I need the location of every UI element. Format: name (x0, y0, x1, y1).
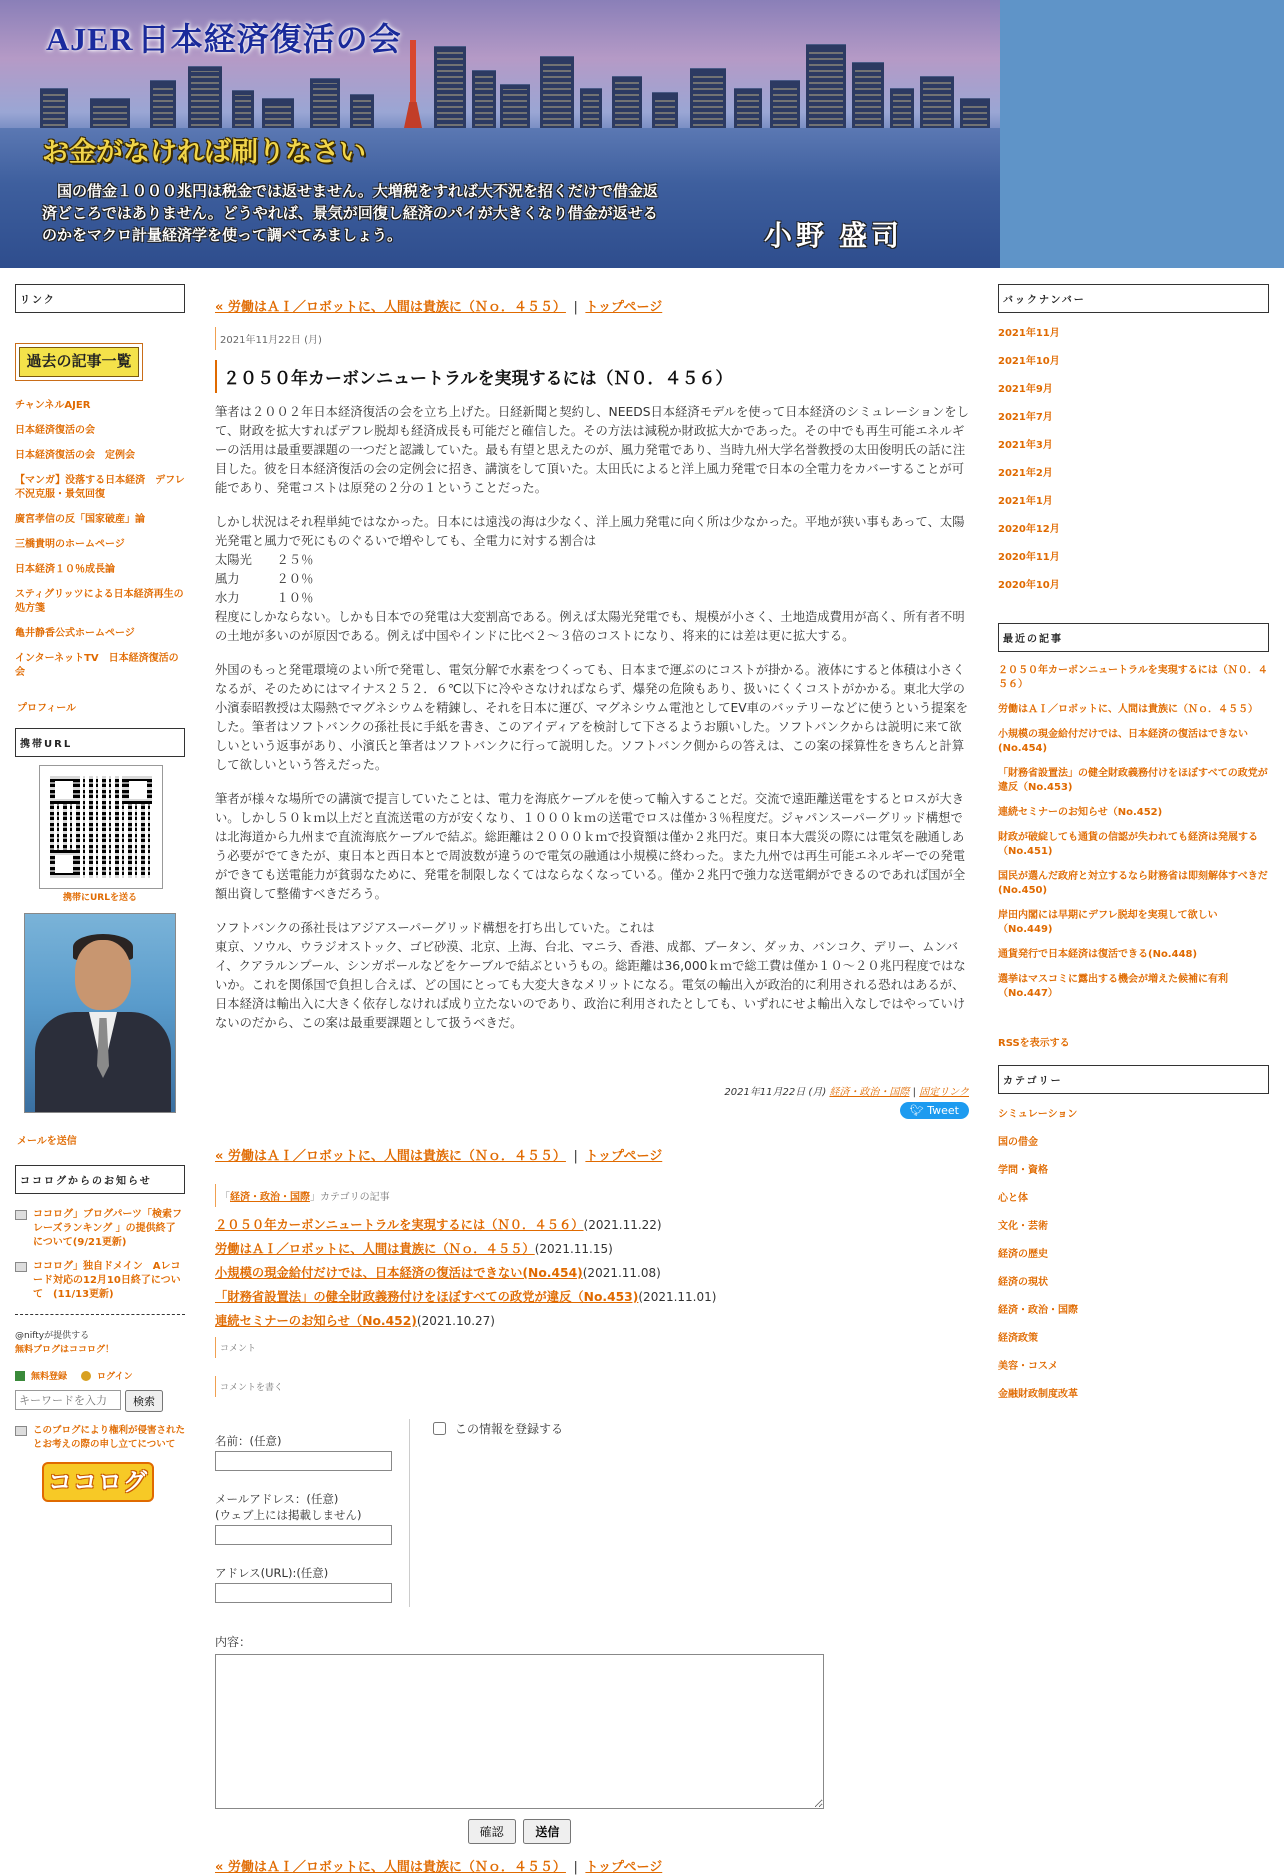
category-link[interactable]: シミュレーション (998, 1109, 1078, 1120)
recent-posts-title: 最近の記事 (998, 623, 1269, 652)
sidebar-link[interactable]: 日本経済復活の会 (15, 425, 95, 436)
post-paragraph: 外国のもっと発電環境のよい所で発電し、電気分解で水素をつくっても、日本まで運ぶのにコストが掛かる。液体にすると体積は小さくなるが、そのためにはマイナス２５２．６℃以下に冷やさなければならず、爆発の危険もあり、扱いにくくコストがかかる。東北大学の小濱泰昭教授は太陽熱でマグネシウムを精錬し、それを日本に運び、マグネシウム電池としてEV車のバッテリーなどに使うという提案をした。筆者はソフトバンクの孫社長に手紙を書き、このアイディアを検討して下さるようお願いした。ソフトバンクからは説明に来て欲しいという返事があり、小濱氏と筆者はソフトバンクに行って説明した。ソフトバンク側からの答えは、この案の採算性をきちんと計算して欲しいという答えだった。 (215, 663, 969, 772)
building (188, 66, 222, 128)
author-name: 小野 盛司 (764, 221, 904, 252)
category-link[interactable]: 美容・コスメ (998, 1361, 1058, 1372)
month-link[interactable]: 2021年1月 (998, 496, 1053, 507)
building (580, 88, 602, 128)
building (852, 62, 884, 128)
notice-item[interactable] (15, 1208, 185, 1250)
site-brand[interactable] (46, 14, 402, 60)
month-link[interactable]: 2021年9月 (998, 384, 1053, 395)
mobile-url-title: 携帯URL (15, 728, 185, 757)
building (500, 84, 530, 128)
author-photo (24, 913, 176, 1113)
sidebar-link[interactable]: 【マンガ】没落する日本経済 デフレ不況克服・景気回復 (15, 475, 185, 500)
related-row (215, 1313, 969, 1329)
main-content (215, 296, 969, 1875)
notice-icon (15, 1262, 27, 1272)
sidebar-link[interactable]: 三橋貴明のホームページ (15, 539, 125, 550)
nifty-text: @niftyが提供する (15, 1331, 90, 1341)
form-divider (409, 1419, 410, 1607)
left-sidebar (15, 284, 185, 1502)
month-archive (998, 327, 1270, 593)
building (310, 78, 340, 128)
remember-checkbox[interactable] (433, 1422, 446, 1435)
confirm-button[interactable]: 確認 (468, 1819, 516, 1844)
prev-post-link[interactable]: « 労働はＡＩ／ロボットに、人間は貴族に（Ｎｏ．４５５） (215, 1149, 566, 1164)
month-link[interactable]: 2020年12月 (998, 524, 1060, 535)
tweet-button[interactable] (900, 1102, 969, 1119)
recent-post-link[interactable]: 連続セミナーのお知らせ（No.452) (998, 807, 1163, 818)
category-link[interactable]: 金融財政制度改革 (998, 1389, 1078, 1400)
post-date: 2021年11月22日 (月) (215, 327, 969, 350)
post-paragraph: 筆者が様々な場所での講演で提言していたことは、電力を海底ケーブルを使って輸入することだ。交流で遠距離送電をするとロスが大きい。しかし５０ｋｍ以上だと直流送電の方が安くなり、１０００ｋｍの送電でロスは僅か３％程度だ。ジャパンスーパーグリッド構想では北海道から九州まで直流海底ケーブルで結ぶ。総距離は２０００ｋｍで投資額は僅か２兆円だ。東日本大震災の際には電気を融通しあう必要がでてきたが、東日本と西日本とで周波数が違うので電気の融通は小規模に終わった。また九州では再生可能エネルギーでの発電ができても送電能力が貧弱なために、発電を制限しなくてはならなくなっている。僅か２兆円で強力な送電網ができるのであれば国が全額出資して整備すべきだろう。 (215, 792, 966, 901)
bracket: 「 (220, 1192, 230, 1203)
month-link[interactable]: 2021年7月 (998, 412, 1053, 423)
qr-code-icon (39, 765, 163, 889)
footer-category-link[interactable]: 経済・政治・国際 (829, 1087, 910, 1098)
nav-separator: | (573, 300, 578, 315)
related-link[interactable]: 連続セミナーのお知らせ（No.452) (215, 1314, 417, 1328)
sidebar-link[interactable]: インターネットTV 日本経済復活の会 (15, 653, 179, 678)
email-field[interactable] (215, 1525, 392, 1545)
building (960, 98, 990, 128)
related-link[interactable]: 小規模の現金給付だけでは、日本経済の復活はできない(No.454) (215, 1266, 583, 1280)
category-link[interactable]: 文化・芸術 (998, 1221, 1048, 1232)
prev-post-link[interactable]: « 労働はＡＩ／ロボットに、人間は貴族に（Ｎｏ．４５５） (215, 300, 566, 315)
top-page-link[interactable]: トップページ (585, 1860, 663, 1875)
send-mail-link[interactable]: メールを送信 (17, 1136, 77, 1147)
category-link[interactable]: 国の借金 (998, 1137, 1038, 1148)
archive-list-label: 過去の記事一覧 (19, 347, 139, 377)
building (150, 80, 176, 128)
name-label: 名前：(任意) (215, 1433, 411, 1471)
building (920, 76, 954, 128)
building (350, 94, 374, 128)
comment-textarea[interactable] (215, 1654, 824, 1809)
url-field[interactable] (215, 1583, 392, 1603)
recent-post-link[interactable]: 「財務省設置法」の健全財政義務付けをほぼすべての政党が違反（No.453) (998, 768, 1268, 793)
book-icon (15, 1371, 25, 1381)
top-page-link[interactable]: トップページ (585, 1149, 663, 1164)
month-link[interactable]: 2021年11月 (998, 328, 1060, 339)
backnumber-title: バックナンバー (998, 284, 1269, 313)
divider (15, 1314, 185, 1315)
related-row (215, 1241, 969, 1257)
post-paragraph: しかし状況はそれ程単純ではなかった。日本には遠浅の海は少なく、洋上風力発電に向く所は少なかった。平地が狭い事もあって、太陽光発電と風力で死にものぐるいで増やしても、全電力に対する割合は 太陽光 ２５％ 風力 ２０％ 水力 １０％ 程度にしかならない。しかも日本での発電は大変割高である。例えば太陽光発電でも、規模が小さく、土地造成費用が高く、所有者不明の土地が多いのが原因である。例えば中国やインドに比べ２～３倍のコストになり、将来的には差は更に拡大する。 (215, 515, 965, 643)
register-link[interactable]: 無料登録 (31, 1372, 68, 1382)
related-link[interactable]: ２０５０年カーボンニュートラルを実現するには（Ｎ０．４５６） (215, 1218, 584, 1232)
remember-label: この情報を登録する (455, 1422, 564, 1436)
email-label: メールアドレス：(任意) (ウェブ上には掲載しません) (215, 1491, 411, 1545)
notice-item[interactable] (15, 1260, 185, 1302)
intro-text: 国の借金１０００兆円は税金では返せません。大増税をすれば大不況を招くだけで借金返済どころではありません。どうやれば、景気が回復し経済のパイが大きくなり借金が返せるのかをマクロ計量経済学を使って調べてみましょう。 (42, 182, 658, 244)
category-suffix: 」カテゴリの記事 (310, 1192, 390, 1203)
related-date: (2021.11.08) (582, 1266, 661, 1280)
related-row (215, 1289, 969, 1305)
profile-link[interactable]: プロフィール (17, 703, 76, 714)
recent-posts (998, 664, 1270, 1001)
related-date: (2021.10.27) (416, 1314, 495, 1328)
link-list (15, 399, 185, 680)
sidebar-link[interactable]: 日本経済復活の会 定例会 (15, 450, 135, 461)
building (472, 70, 496, 128)
footer-separator: | (912, 1087, 916, 1098)
related-date: (2021.11.15) (534, 1242, 613, 1256)
recent-post-link[interactable]: 通貨発行で日本経済は復活できる(No.448) (998, 949, 1198, 960)
building (690, 68, 726, 128)
brand-name: 日本経済復活の会 (137, 21, 402, 57)
category-title: カテゴリー (998, 1065, 1269, 1094)
post-footer (215, 1083, 969, 1119)
right-sidebar (998, 284, 1270, 1402)
rss-link[interactable]: RSSを表示する (998, 1038, 1070, 1049)
rights-item[interactable] (15, 1424, 185, 1452)
sidebar-link[interactable]: スティグリッツによる日本経済再生の処方箋 (15, 589, 184, 614)
sidebar-link[interactable]: 亀井静香公式ホームページ (15, 628, 135, 639)
category-link[interactable]: 学問・資格 (998, 1165, 1048, 1176)
rights-link[interactable]: このブログにより権利が侵害されたとお考えの際の申し立てについて (33, 1425, 186, 1450)
related-date: (2021.11.22) (583, 1218, 662, 1232)
post-body (215, 403, 969, 1033)
sidebar-link[interactable]: チャンネルAJER (15, 400, 91, 411)
building (734, 88, 762, 128)
building (232, 90, 254, 128)
category-articles-label (215, 1184, 969, 1207)
top-page-link[interactable]: トップページ (585, 300, 663, 315)
recent-post-link[interactable]: 財政が破綻しても通貨の信認が失われても経済は発展する（No.451) (998, 832, 1258, 857)
archive-list-button[interactable] (15, 343, 143, 381)
sidebar-link[interactable]: 日本経済１０％成長論 (15, 564, 115, 575)
key-icon (81, 1371, 91, 1381)
tokyo-tower-icon (410, 40, 416, 128)
send-url-link[interactable]: 携帯にURLを送る (63, 893, 137, 903)
category-link[interactable]: 経済・政治・国際 (230, 1192, 310, 1203)
brand-ajer: AJER (46, 21, 134, 57)
post-nav-top (215, 296, 969, 315)
category-link[interactable]: 経済の歴史 (998, 1249, 1048, 1260)
remember-info[interactable] (429, 1419, 563, 1438)
building (612, 76, 642, 128)
content-label: 内容： (215, 1635, 252, 1649)
sidebar-link[interactable]: 廣宮孝信の反「国家破産」論 (15, 514, 145, 525)
building (262, 98, 294, 128)
notice-link[interactable]: ココログ」独自ドメイン Aレコード対応の12月10日終了について (11/13更新) (33, 1261, 181, 1300)
recent-post-link[interactable]: 選挙はマスコミに露出する機会が増えた候補に有利（No.447） (998, 974, 1228, 999)
category-link[interactable]: 心と体 (998, 1193, 1028, 1204)
building (770, 80, 800, 128)
month-link[interactable]: 2020年10月 (998, 580, 1060, 591)
month-link[interactable]: 2021年2月 (998, 468, 1053, 479)
write-comment-label: コメントを書く (215, 1376, 969, 1397)
recent-post-link[interactable]: 労働はＡＩ／ロボットに、人間は貴族に（Ｎｏ．４５５） (998, 704, 1258, 715)
building (90, 98, 130, 128)
search-form (15, 1390, 185, 1412)
building (434, 46, 466, 128)
category-link[interactable]: 経済・政治・国際 (998, 1305, 1078, 1316)
related-link[interactable]: 労働はＡＩ／ロボットに、人間は貴族に（Ｎｏ．４５５） (215, 1242, 535, 1256)
post-nav-middle (215, 1145, 969, 1164)
comments-label: コメント (215, 1337, 969, 1358)
month-link[interactable]: 2021年3月 (998, 440, 1053, 451)
building (540, 56, 574, 128)
twitter-bird-icon: 🐦︎ (909, 1104, 924, 1117)
month-link[interactable]: 2021年10月 (998, 356, 1060, 367)
banner-image (0, 0, 1000, 268)
building (40, 88, 68, 128)
related-link[interactable]: 「財務省設置法」の健全財政義務付けをほぼすべての政党が違反（No.453) (215, 1290, 639, 1304)
send-button[interactable]: 送信 (523, 1819, 571, 1844)
post-title: ２０５０年カーボンニュートラルを実現するには（Ｎ０．４５６） (215, 360, 969, 393)
footer-date: 2021年11月22日 (月) (724, 1087, 827, 1098)
nav-separator: | (573, 1149, 578, 1164)
name-field[interactable] (215, 1451, 392, 1471)
notice-icon (15, 1210, 27, 1220)
links-title: リンク (15, 284, 185, 313)
category-list (998, 1108, 1270, 1402)
post-nav-bottom (215, 1856, 969, 1875)
building (890, 88, 914, 128)
recent-post-link[interactable]: 岸田内閣には早期にデフレ脱却を実現して欲しい（No.449) (998, 910, 1218, 935)
related-date: (2021.11.01) (638, 1290, 717, 1304)
building (652, 92, 678, 128)
login-link[interactable]: ログイン (97, 1372, 133, 1382)
month-link[interactable]: 2020年11月 (998, 552, 1060, 563)
notice-link[interactable]: ココログ」ブログパーツ「検索フレーズランキング 」の提供終了について(9/21更新) (33, 1209, 182, 1248)
category-link[interactable]: 経済の現状 (998, 1277, 1048, 1288)
search-input[interactable] (15, 1390, 121, 1410)
slogan: お金がなければ刷りなさい (42, 137, 366, 168)
prev-post-link[interactable]: « 労働はＡＩ／ロボットに、人間は貴族に（Ｎｏ．４５５） (215, 1860, 566, 1875)
post-paragraph: 筆者は２００２年日本経済復活の会を立ち上げた。日経新聞と契約し、NEEDS日本経済モデルを使って日本経済のシミュレーションをして、財政を拡大すればデフレ脱却も経済成長も可能だと確信した。その方法は減税か財政拡大かであった。その中でも再生可能エネルギーの活用は最重要課題の一つだと認識していた。最も有望と思えたのが、風力発電であり、当時九州大学名誉教授の太田俊明氏の話に注目した。彼を日本経済復活の会の定例会に招き、講演をして頂いた。太田氏によると洋上風力発電で日本の全電力をカバーすることが可能であり、発電コストは原発の２分の１ということだった。 (215, 405, 969, 495)
form-buttons (215, 1819, 824, 1844)
related-row (215, 1265, 969, 1281)
tweet-label: Tweet (927, 1104, 959, 1117)
cocolog-logo[interactable]: ココログ (42, 1462, 154, 1502)
category-link[interactable]: 経済政策 (998, 1333, 1038, 1344)
recent-post-link[interactable]: ２０５０年カーボンニュートラルを実現するには（Ｎ０．４５６） (998, 665, 1268, 690)
related-row (215, 1217, 969, 1233)
related-posts (215, 1217, 969, 1329)
permalink[interactable]: 固定リンク (919, 1087, 969, 1098)
search-button[interactable]: 検索 (125, 1390, 163, 1412)
recent-post-link[interactable]: 国民が選んだ政府と対立するなら財務省は即刻解体すべきだ(No.450) (998, 871, 1268, 896)
cocolog-notice-title: ココログからのお知らせ (15, 1165, 185, 1194)
nav-separator: | (573, 1860, 578, 1875)
post-paragraph: ソフトバンクの孫社長はアジアスーパーグリッド構想を打ち出していた。これは 東京、ソウル、ウラジオストック、ゴビ砂漠、北京、上海、台北、マニラ、香港、成都、ブータン、ダッカ、バンコク、デリー、ムンバイ、クアラルンプール、シンガポールなどをケーブルで結ぶというもの。総距離は36,000ｋｍで総工費は僅か１０～２０兆円程度ではないか。これを関係国で負担し合えば、どの国にとっても大変大きなメリットになる。電気の輸出入が政治的に利用される恐れはあるが、日本経済は輸出入に大きく依存しなければ成り立たないのであり、政治に利用されたとしても、いずれにせよ輸出入なしではやっていけないのだから、この案は最重要課題として扱うべきだ。 (215, 921, 966, 1030)
notice-icon (15, 1426, 27, 1436)
url-label: アドレス(URL):(任意) (215, 1565, 411, 1603)
header-banner (0, 0, 1284, 268)
comment-form (215, 1419, 969, 1621)
comment-form-fields (215, 1433, 411, 1603)
building (806, 44, 846, 128)
cocolog-free-link[interactable]: 無料ブログはココログ！ (15, 1345, 115, 1355)
recent-post-link[interactable]: 小規模の現金給付だけでは、日本経済の復活はできない(No.454) (998, 729, 1248, 754)
